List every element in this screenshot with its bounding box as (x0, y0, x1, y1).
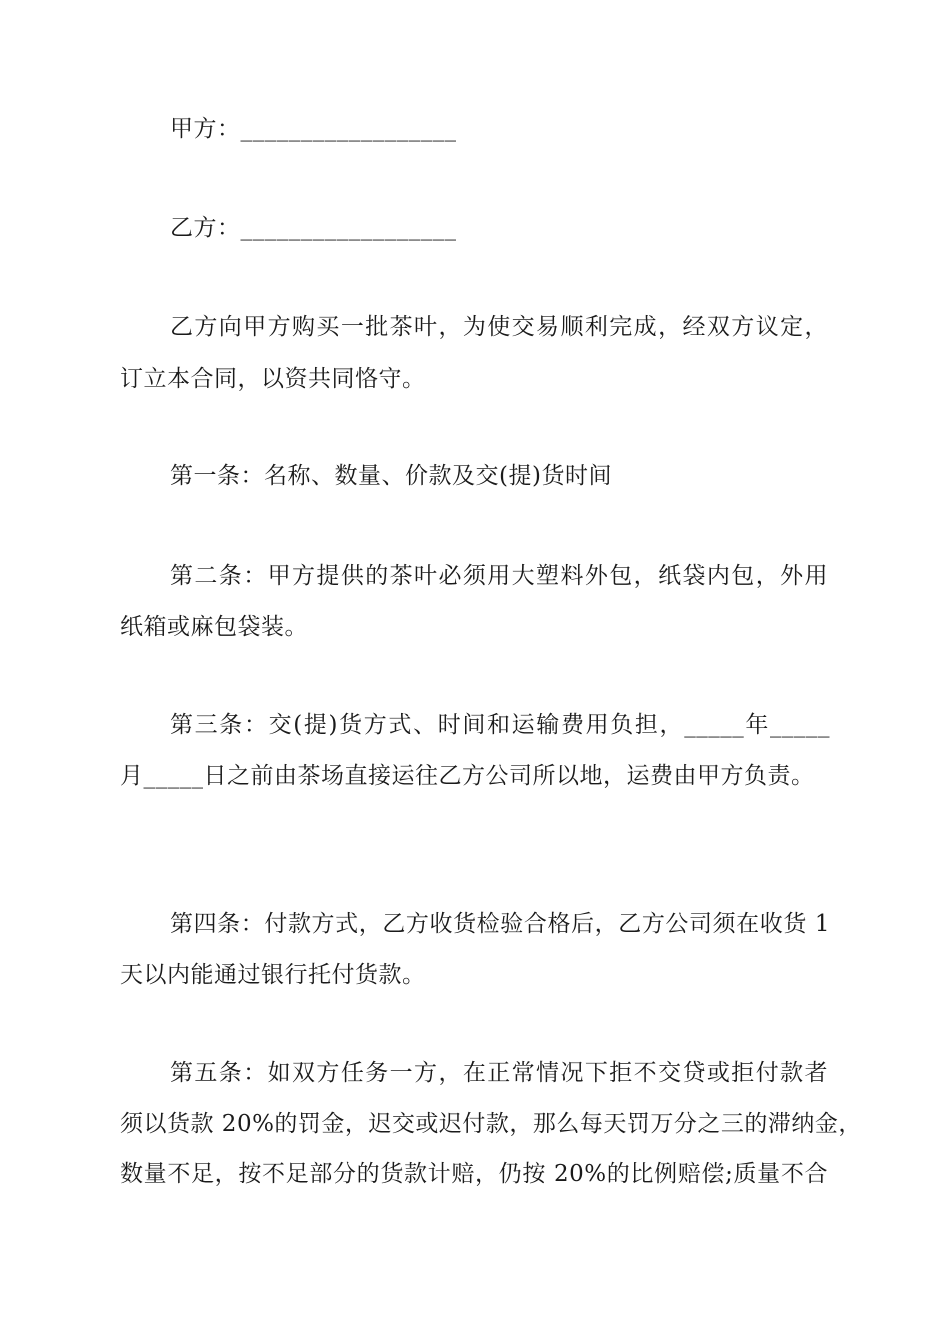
party-b-line: 乙方：__________________ (170, 215, 457, 241)
party-a-line: 甲方：__________________ (170, 116, 457, 142)
article-4-line-2: 天以内能通过银行托付货款。 (120, 962, 426, 988)
article-2-line-2: 纸箱或麻包袋装。 (120, 614, 308, 640)
article-5-line-1: 第五条：如双方任务一方，在正常情况下拒不交贷或拒付款者 (170, 1060, 828, 1086)
article-4-line-1: 第四条：付款方式，乙方收货检验合格后，乙方公司须在收货 1 (170, 911, 830, 937)
article-3-line-1: 第三条：交(提)货方式、时间和运输费用负担，_____年_____ (170, 712, 830, 738)
article-5-line-3: 数量不足，按不足部分的货款计赔，仍按 20%的比例赔偿;质量不合 (120, 1161, 828, 1187)
article-2-line-1: 第二条：甲方提供的茶叶必须用大塑料外包，纸袋内包，外用 (170, 563, 828, 589)
preamble-line-2: 订立本合同，以资共同恪守。 (120, 366, 426, 392)
article-3-line-2: 月_____日之前由茶场直接运往乙方公司所以地，运费由甲方负责。 (120, 763, 815, 789)
preamble-line-1: 乙方向甲方购买一批茶叶，为使交易顺利完成，经双方议定， (170, 314, 828, 340)
article-5-line-2: 须以货款 20%的罚金，迟交或迟付款，那么每天罚万分之三的滞纳金， (120, 1111, 862, 1137)
article-1-line-1: 第一条：名称、数量、价款及交(提)货时间 (170, 463, 612, 489)
